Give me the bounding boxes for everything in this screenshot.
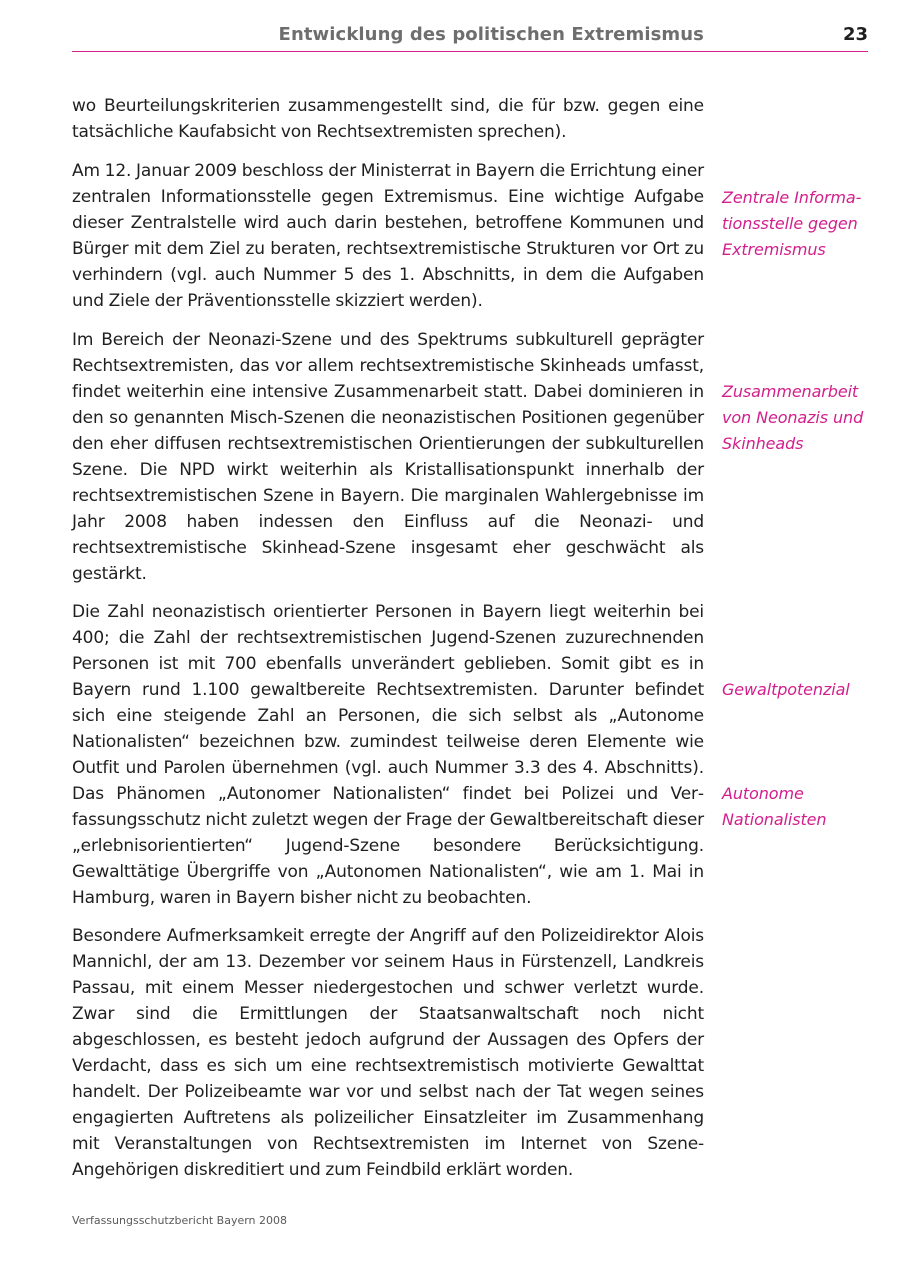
margin-note-gewaltpotenzial: Gewaltpotenzial (722, 680, 850, 699)
body-paragraph-2: Am 12. Januar 2009 beschloss der Ministerrat in Bayern die Errichtung einer zentralen Informationsstelle gegen Extremismus. Eine wichtige Aufgabe dieser Zentralstelle wird auch darin bestehen, betroffene Kommunen und Bürger mit dem Ziel zu beraten, rechtsextremistische Strukturen vor Ort zu verhindern (vgl. auch Nummer 5 des 1. Abschnitts, in dem die Aufgaben und Ziele der Präventionsstelle skizziert werden). (72, 161, 704, 311)
running-header-title: Entwicklung des politischen Extremismus (278, 24, 704, 45)
margin-note-zusammenarbeit: Zusammenarbeit von Neonazis und Skinheads (722, 382, 864, 453)
margin-note-informationsstelle: Zentrale Informationsstelle gegen Extremismus (722, 188, 862, 259)
body-paragraph-4: Die Zahl neonazistisch orientierter Personen in Bayern liegt weiterhin bei 400; die Zahl der rechtsextremistischen Jugend-Szenen zuzurechnenden Personen ist mit 700 ebenfalls unverändert geblieben. Somit gibt es in Bayern rund 1.100 gewaltbereite Rechtsextremisten. Darunter befindet sich eine steigende Zahl an Personen, die sich selbst als „Autonome Nationalisten“ bezeichnen bzw. zumindest teilweise deren Elemente wie Outfit und Parolen übernehmen (vgl. auch Nummer 3.3 des 4. Abschnitts). Das Phänomen „Autonomer Nationalisten“ findet bei Polizei und Verfassungsschutz nicht zuletzt wegen der Frage der Gewaltbereitschaft dieser „erlebnisorientierten“ Jugend-Szene besondere Berücksichtigung. Gewalttätige Übergriffe von „Autonomen Nationalisten“, wie am 1. Mai in Hamburg, waren in Bayern bisher nicht zu beobachten. (72, 602, 704, 908)
body-paragraph-5: Besondere Aufmerksamkeit erregte der Angriff auf den Polizeidirektor Alois Mannichl, der am 13. Dezember vor seinem Haus in Fürstenzell, Landkreis Passau, mit einem Messer niedergestochen und schwer verletzt wurde. Zwar sind die Ermittlungen der Staatsanwaltschaft noch nicht abgeschlossen, es besteht jedoch aufgrund der Aussagen des Opfers der Verdacht, dass es sich um eine rechtsextremistisch motivierte Gewalttat handelt. Der Polizeibeamte war vor und selbst nach der Tat wegen seines engagierten Auftretens als polizeilicher Einsatzleiter im Zusammenhang mit Veranstaltungen von Rechtsextremisten im Internet von Szene-Angehörigen diskreditiert und zum Feindbild erklärt worden. (72, 926, 704, 1180)
header-divider (72, 51, 868, 52)
body-paragraph-1: wo Beurteilungskriterien zusammengestellt sind, die für bzw. gegen eine tatsächliche Kaufabsicht von Rechtsextremisten sprechen). (72, 96, 704, 142)
page-number: 23 (842, 24, 868, 45)
footer-publication-title: Verfassungsschutzbericht Bayern 2008 (72, 1214, 288, 1227)
margin-note-autonome-nationalisten: Autonome Nationalisten (722, 784, 827, 829)
body-paragraph-3: Im Bereich der Neonazi-Szene und des Spektrums subkulturell geprägter Rechtsextremisten, das vor allem rechtsextremistische Skinheads umfasst, findet weiterhin eine intensive Zusammenarbeit statt. Dabei dominieren in den so genannten Misch-Szenen die neonazistischen Positionen gegenüber den eher diffusen rechtsextremistischen Orientierungen der subkulturellen Szene. Die NPD wirkt weiterhin als Kristallisationspunkt innerhalb der rechtsextremistischen Szene in Bayern. Die marginalen Wahlergebnisse im Jahr 2008 haben indessen den Einfluss auf die Neonazi- und rechtsextremistische Skinhead-Szene insgesamt eher geschwächt als gestärkt. (72, 330, 704, 584)
